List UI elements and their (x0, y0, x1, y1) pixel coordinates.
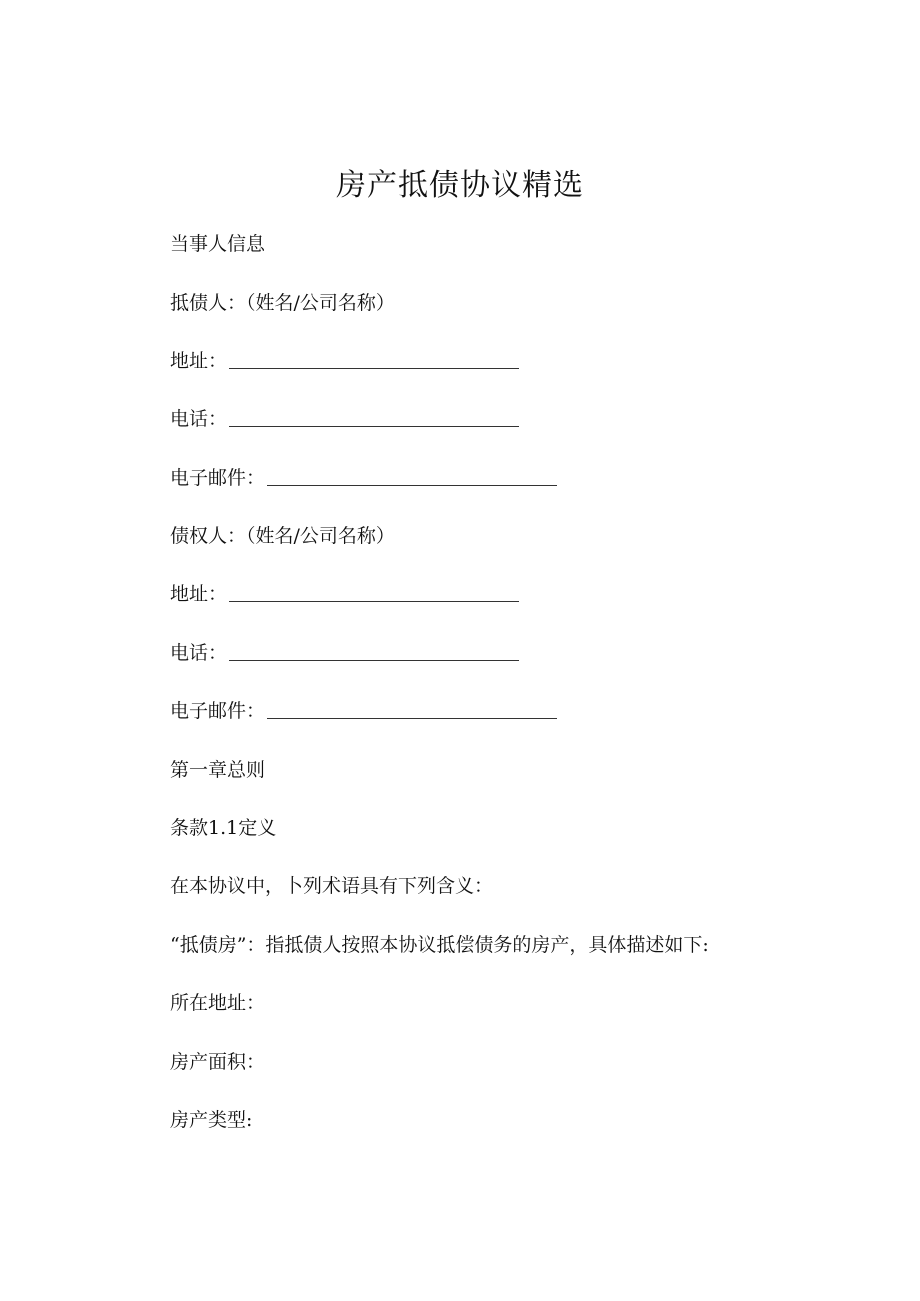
creditor-phone-label: 电话： (170, 642, 228, 664)
property-area-label: 房产面积： (170, 1051, 266, 1073)
creditor-email-label: 电子邮件： (170, 700, 266, 722)
document-title: 房产抵债协议精选 (336, 168, 584, 203)
debtor-address-label: 地址： (170, 350, 228, 372)
property-type-label: 房产类型: (170, 1109, 253, 1131)
debtor-email-label: 电子邮件： (170, 467, 266, 489)
debtor-phone-row (170, 405, 519, 433)
property-location-label: 所在地址： (170, 992, 266, 1014)
creditor-phone-row (170, 639, 519, 667)
creditor-email-blank[interactable] (267, 717, 557, 719)
creditor-address-row (170, 580, 519, 608)
debtor-label: 抵债人：（姓名/公司名称） (170, 292, 395, 314)
debtor-email-blank[interactable] (267, 484, 557, 486)
clause-heading: 条款1.1定义 (170, 817, 277, 839)
creditor-address-label: 地址： (170, 583, 228, 605)
debtor-phone-blank[interactable] (229, 425, 519, 427)
debtor-email-row (170, 464, 557, 492)
section-heading-parties: 当事人信息 (170, 233, 266, 255)
definition-property: “抵债房”：指抵债人按照本协议抵偿债务的房产，具体描述如下: (170, 934, 709, 956)
creditor-email-row (170, 697, 557, 725)
creditor-address-blank[interactable] (229, 600, 519, 602)
creditor-phone-blank[interactable] (229, 659, 519, 661)
creditor-label: 债权人：（姓名/公司名称） (170, 525, 395, 547)
definitions-intro: 在本协议中，卜列术语具有下列含义： (170, 875, 494, 897)
debtor-address-row (170, 347, 519, 375)
debtor-address-blank[interactable] (229, 367, 519, 369)
debtor-phone-label: 电话： (170, 408, 228, 430)
chapter-heading: 第一章总则 (170, 759, 266, 781)
